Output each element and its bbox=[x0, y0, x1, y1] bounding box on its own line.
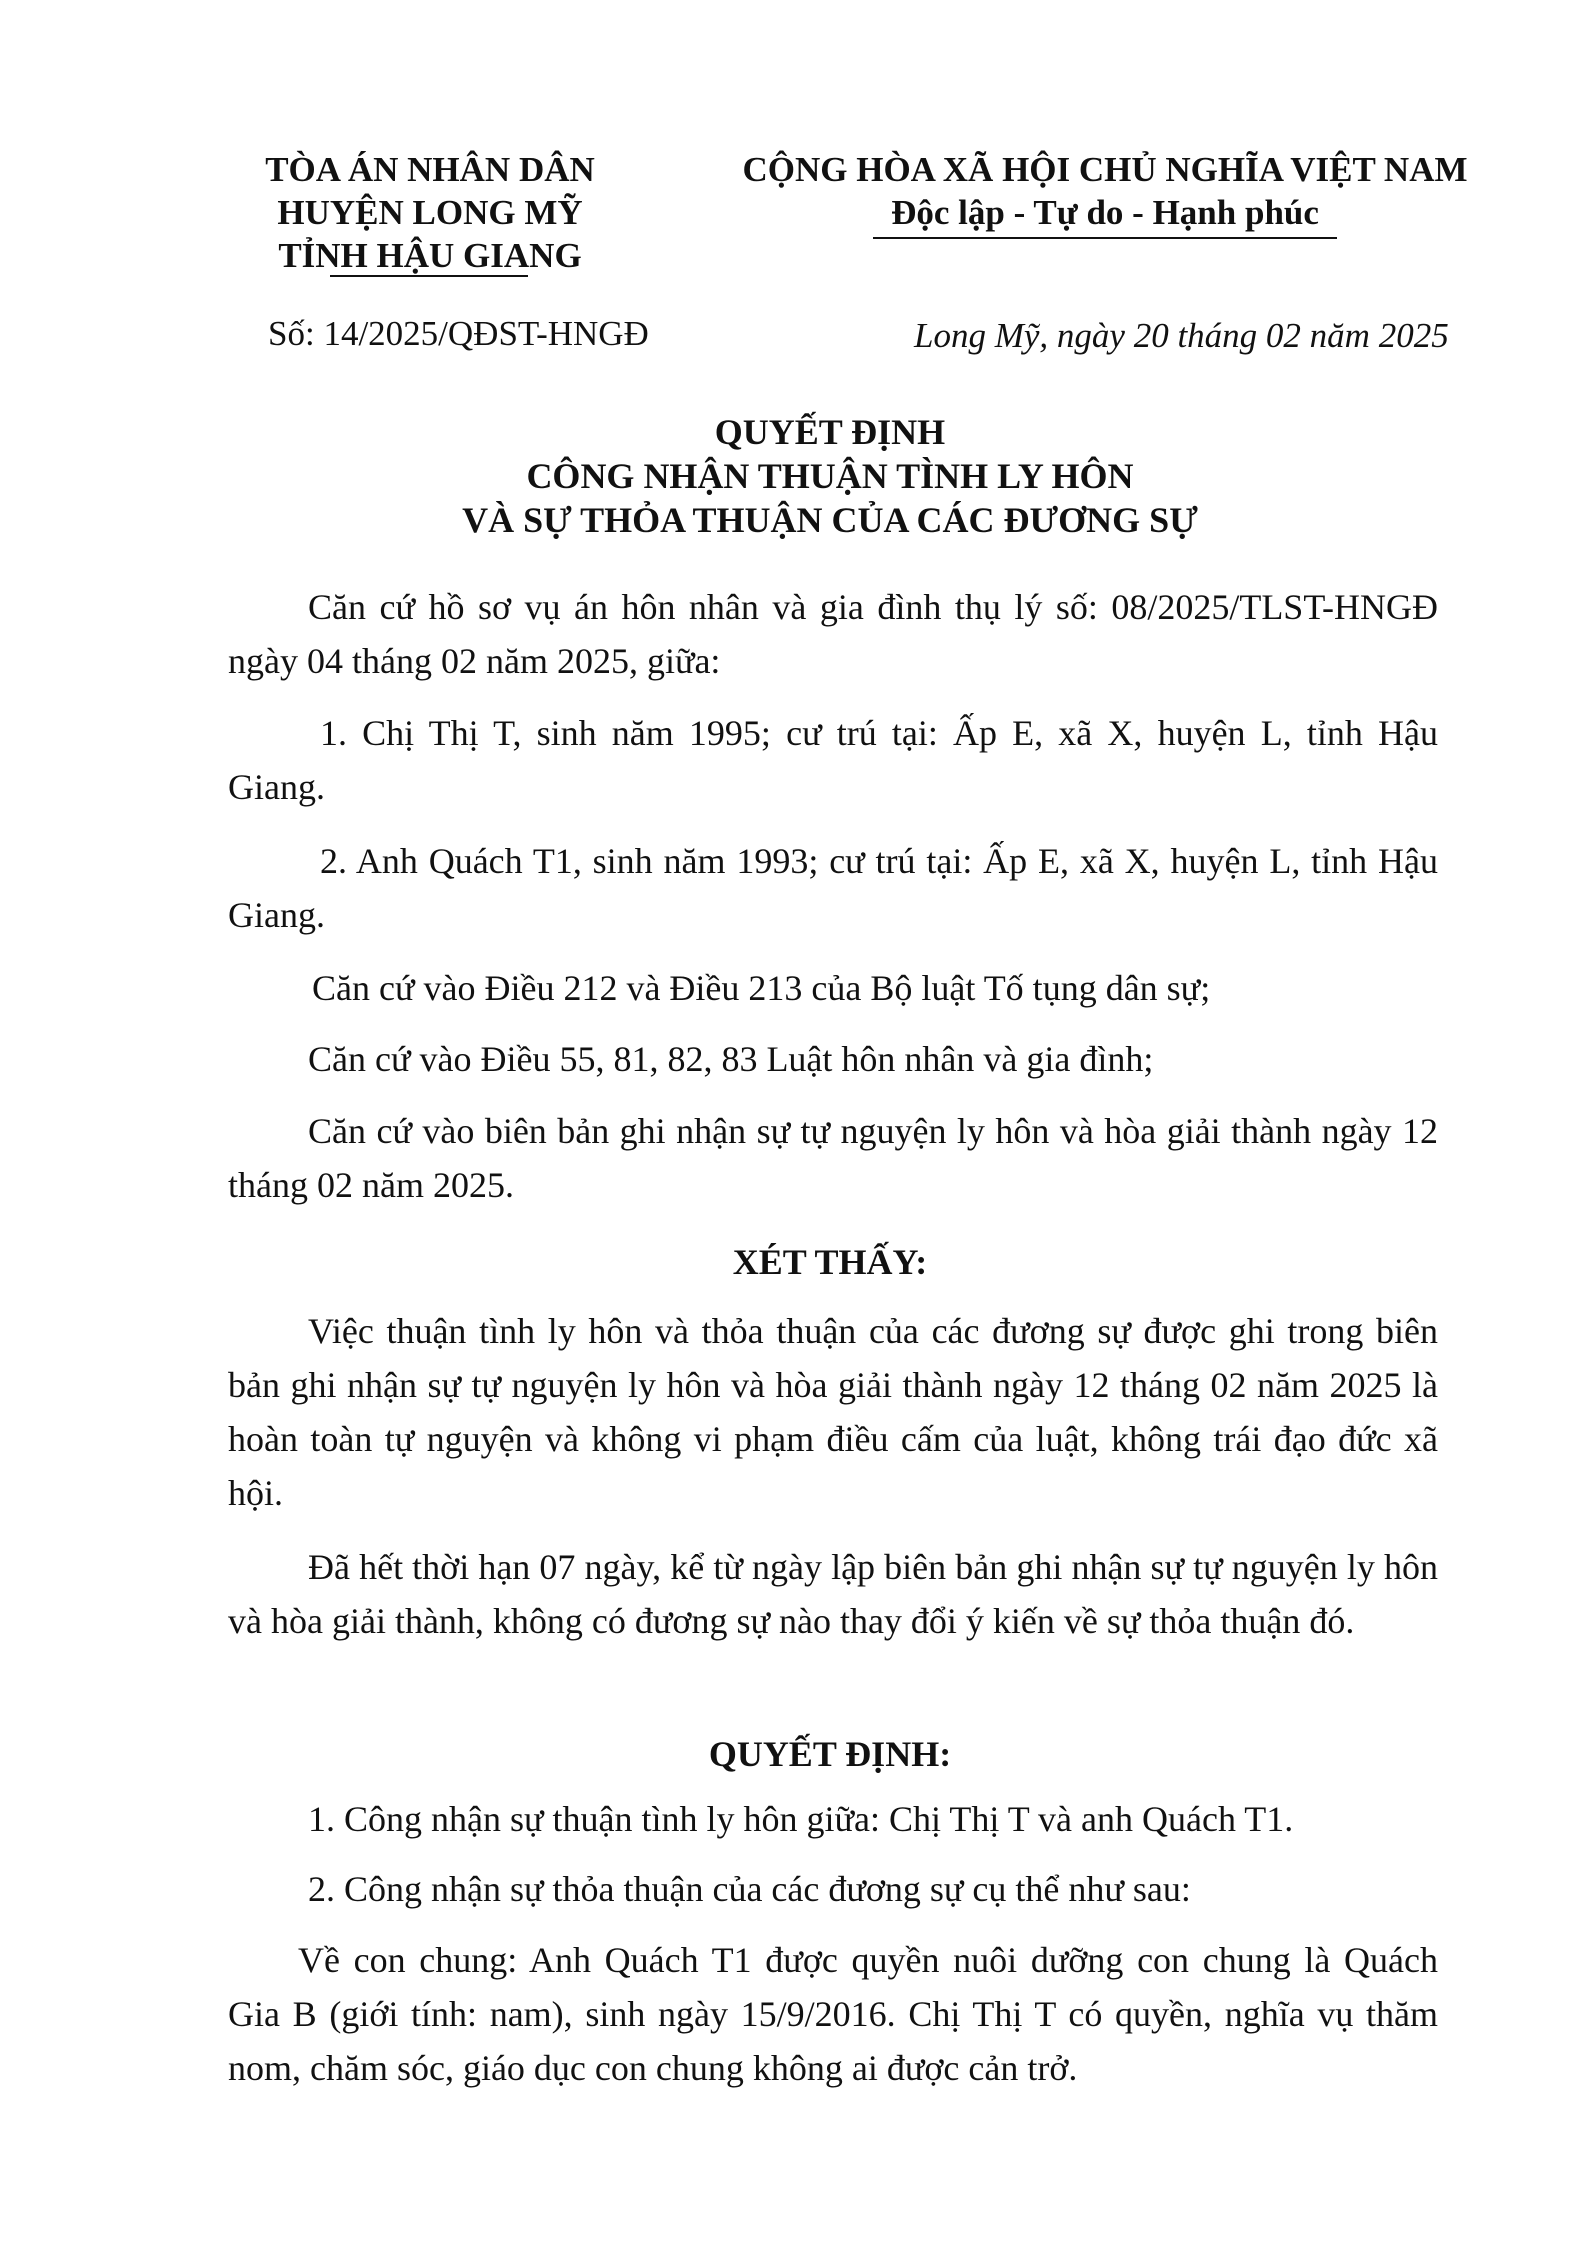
court-name-line1: TÒA ÁN NHÂN DÂN bbox=[265, 150, 595, 189]
heading-quyet-dinh: QUYẾT ĐỊNH: bbox=[708, 1734, 952, 1774]
paragraph-party-2 bbox=[228, 834, 1438, 942]
national-title: CỘNG HÒA XÃ HỘI CHỦ NGHĨA VIỆT NAM bbox=[742, 150, 1468, 189]
paragraph-text: 1. Công nhận sự thuận tình ly hôn giữa: Chị Thị T và anh Quách T1. bbox=[308, 1799, 1294, 1839]
document-title bbox=[230, 410, 1430, 542]
national-motto-block bbox=[700, 148, 1510, 234]
paragraph-decision-2 bbox=[228, 1862, 1438, 1916]
national-motto: Độc lập - Tự do - Hạnh phúc bbox=[891, 193, 1319, 232]
court-name-block bbox=[200, 148, 660, 277]
right-header-underline bbox=[873, 237, 1337, 239]
paragraph-text: Căn cứ vào biên bản ghi nhận sự tự nguyện ly hôn và hòa giải thành ngày 12 tháng 02 năm 2025. bbox=[228, 1111, 1438, 1205]
paragraph-text: 2. Anh Quách T1, sinh năm 1993; cư trú tại: Ấp E, xã X, huyện L, tỉnh Hậu Giang. bbox=[228, 841, 1438, 935]
paragraph-text: Căn cứ hồ sơ vụ án hôn nhân và gia đình thụ lý số: 08/2025/TLST-HNGĐ ngày 04 tháng 02 năm 2025, giữa: bbox=[228, 587, 1438, 681]
title-line2: CÔNG NHẬN THUẬN TÌNH LY HÔN bbox=[526, 456, 1134, 496]
paragraph-text: Đã hết thời hạn 07 ngày, kể từ ngày lập biên bản ghi nhận sự tự nguyện ly hôn và hòa giải thành, không có đương sự nào thay đổi ý kiến về sự thỏa thuận đó. bbox=[228, 1547, 1438, 1641]
paragraph-text: Về con chung: Anh Quách T1 được quyền nuôi dưỡng con chung là Quách Gia B (giới tính: nam), sinh ngày 15/9/2016. Chị Thị T có quyền, nghĩa vụ thăm nom, chăm sóc, giáo dục con chung không ai được cản trở. bbox=[228, 1940, 1438, 2088]
document-number: Số: 14/2025/QĐST-HNGĐ bbox=[268, 314, 649, 353]
paragraph-findings-2 bbox=[228, 1540, 1438, 1648]
paragraph-child-custody bbox=[228, 1933, 1438, 2095]
paragraph-party-1 bbox=[228, 706, 1438, 814]
paragraph-text: Việc thuận tình ly hôn và thỏa thuận của các đương sự được ghi trong biên bản ghi nhận sự tự nguyện ly hôn và hòa giải thành ngày 12 tháng 02 năm 2025 là hoàn toàn tự nguyện và không vi phạm điều cấm của luật, không trái đạo đức xã hội. bbox=[228, 1311, 1438, 1513]
title-line1: QUYẾT ĐỊNH bbox=[714, 412, 946, 452]
paragraph-text: 1. Chị Thị T, sinh năm 1995; cư trú tại: Ấp E, xã X, huyện L, tỉnh Hậu Giang. bbox=[228, 713, 1438, 807]
paragraph-case-basis bbox=[228, 580, 1438, 688]
title-line3: VÀ SỰ THỎA THUẬN CỦA CÁC ĐƯƠNG SỰ bbox=[462, 500, 1198, 540]
paragraph-text: Căn cứ vào Điều 212 và Điều 213 của Bộ luật Tố tụng dân sự; bbox=[312, 968, 1211, 1008]
paragraph-legal-basis-3 bbox=[228, 1104, 1438, 1212]
place-date: Long Mỹ, ngày 20 tháng 02 năm 2025 bbox=[914, 316, 1449, 355]
left-header-underline bbox=[330, 275, 528, 277]
paragraph-text: Căn cứ vào Điều 55, 81, 82, 83 Luật hôn nhân và gia đình; bbox=[308, 1039, 1154, 1079]
paragraph-legal-basis-2 bbox=[228, 1032, 1438, 1086]
paragraph-decision-1 bbox=[228, 1792, 1438, 1846]
paragraph-findings-1 bbox=[228, 1304, 1438, 1520]
paragraph-text: 2. Công nhận sự thỏa thuận của các đương sự cụ thể như sau: bbox=[308, 1869, 1191, 1909]
court-name-line2: HUYỆN LONG MỸ bbox=[277, 193, 583, 232]
paragraph-legal-basis-1 bbox=[228, 961, 1438, 1015]
court-name-line3: TỈNH HẬU GIANG bbox=[278, 236, 582, 275]
heading-xet-thay: XÉT THẤY: bbox=[732, 1242, 928, 1282]
